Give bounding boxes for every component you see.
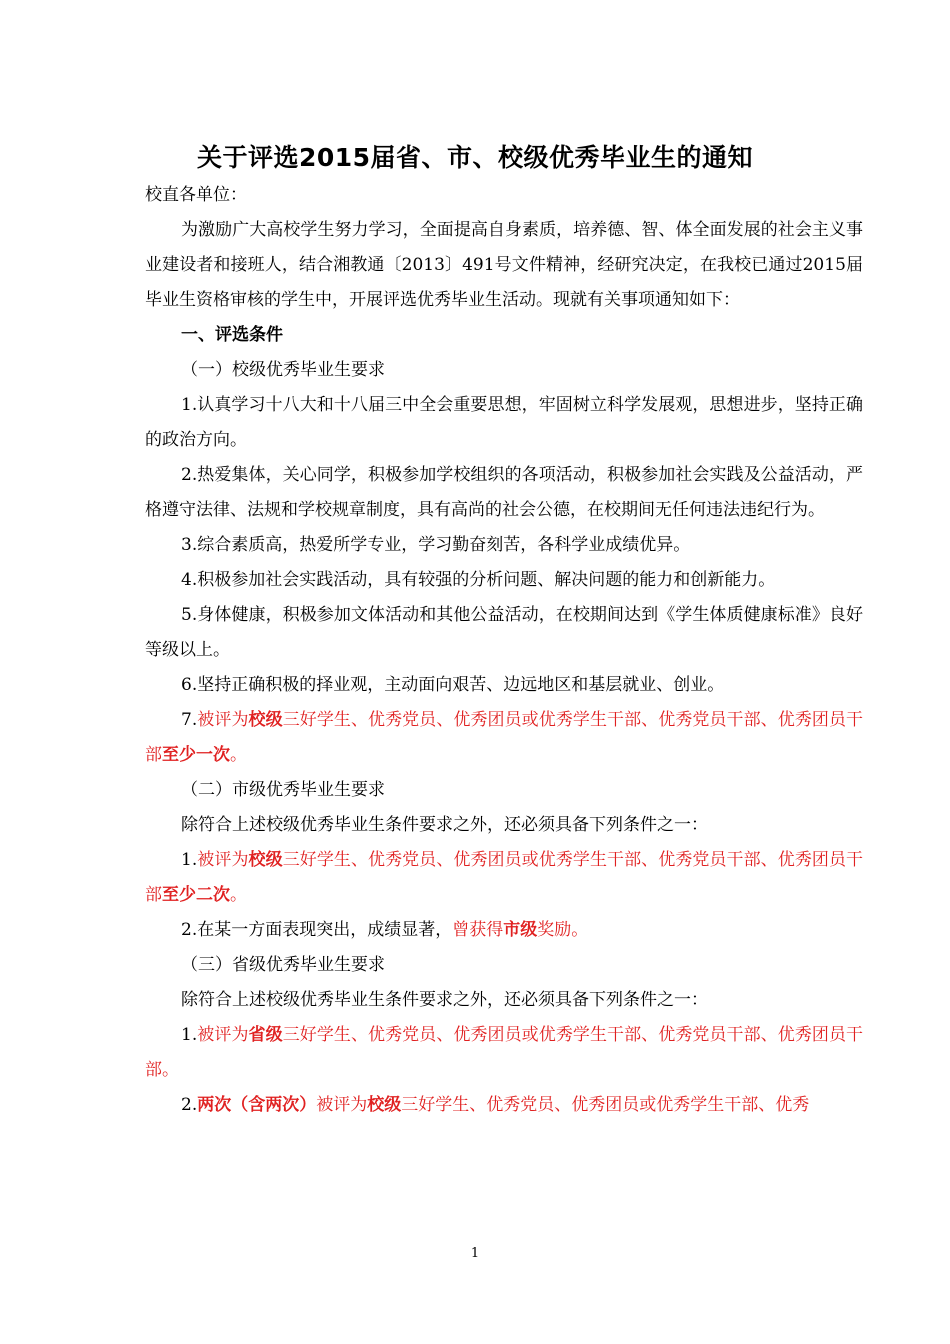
highlight-text: 。 [571, 920, 589, 940]
item-number: 7. [181, 710, 198, 730]
highlight-text: 。 [162, 1060, 179, 1080]
school-item-6: 6.坚持正确积极的择业观，主动面向艰苦、边远地区和基层就业、创业。 [181, 675, 725, 695]
item-number: 1. [181, 850, 198, 870]
item-number: 2. [181, 1095, 198, 1115]
highlight-text: 被评为 [316, 1095, 368, 1115]
item-number: 1. [181, 1025, 198, 1045]
highlight-bold-text: 省级 [248, 1025, 283, 1045]
section-heading-criteria: 一、评选条件 [181, 325, 283, 345]
highlight-text: 三好学生、优秀党员、优秀团员或优秀学生干部、优秀 [401, 1095, 810, 1115]
document-title: 关于评选2015届省、市、校级优秀毕业生的通知 [196, 143, 754, 172]
highlight-text: 。 [230, 745, 247, 765]
city-item-1 [145, 843, 863, 913]
province-item-1 [145, 1018, 863, 1088]
highlight-bold-text: 校级 [367, 1095, 402, 1115]
salutation: 校直各单位： [145, 185, 247, 205]
highlight-text: 。 [230, 885, 247, 905]
school-item-5: 5.身体健康，积极参加文体活动和其他公益活动，在校期间达到《学生体质健康标准》良好等级以上。 [145, 605, 863, 660]
intro-paragraph: 为激励广大高校学生努力学习，全面提高自身素质，培养德、智、体全面发展的社会主义事业建设者和接班人，结合湘教通〔2013〕491号文件精神，经研究决定，在我校已通过2015届毕业生资格审核的学生中，开展评选优秀毕业生活动。现就有关事项通知如下： [145, 220, 863, 310]
highlight-text: 三好学生、优秀党员、优秀团员或优秀学生干部、优秀党员干部、优秀团员干部 [145, 850, 864, 905]
highlight-bold-text: 校级 [248, 850, 283, 870]
page-number: 1 [470, 1246, 480, 1261]
subheading-province-level: （三）省级优秀毕业生要求 [181, 955, 385, 975]
highlight-text: 被评为 [197, 1025, 249, 1045]
city-lead: 除符合上述校级优秀毕业生条件要求之外，还必须具备下列条件之一： [181, 815, 708, 835]
plain-text: 2.在某一方面表现突出，成绩显著， [181, 920, 453, 940]
highlight-text: 被评为 [197, 710, 249, 730]
province-item-2 [145, 1088, 863, 1123]
highlight-bold-text: 校级 [248, 710, 283, 730]
highlight-text: 曾获得 [452, 920, 504, 940]
province-lead: 除符合上述校级优秀毕业生条件要求之外，还必须具备下列条件之一： [181, 990, 708, 1010]
subheading-school-level: （一）校级优秀毕业生要求 [181, 360, 385, 380]
highlight-text: 被评为 [197, 850, 249, 870]
school-item-3: 3.综合素质高，热爱所学专业，学习勤奋刻苦，各科学业成绩优异。 [181, 535, 691, 555]
highlight-bold-text: 两次（含两次） [197, 1095, 317, 1115]
highlight-text: 奖励 [537, 920, 572, 940]
city-item-2 [145, 913, 863, 948]
school-item-7 [145, 703, 863, 773]
highlight-bold-text: 至少一次 [162, 745, 230, 765]
highlight-text: 三好学生、优秀党员、优秀团员或优秀学生干部、优秀党员干部、优秀团员干部 [145, 710, 864, 765]
highlight-bold-text: 市级 [503, 920, 538, 940]
subheading-city-level: （二）市级优秀毕业生要求 [181, 780, 385, 800]
school-item-4: 4.积极参加社会实践活动，具有较强的分析问题、解决问题的能力和创新能力。 [181, 570, 776, 590]
highlight-bold-text: 至少二次 [162, 885, 230, 905]
school-item-1: 1.认真学习十八大和十八届三中全会重要思想，牢固树立科学发展观，思想进步，坚持正确的政治方向。 [145, 395, 863, 450]
highlight-text: 三好学生、优秀党员、优秀团员或优秀学生干部、优秀党员干部、优秀团员干部 [145, 1025, 864, 1080]
school-item-2: 2.热爱集体，关心同学，积极参加学校组织的各项活动，积极参加社会实践及公益活动，严格遵守法律、法规和学校规章制度，具有高尚的社会公德，在校期间无任何违法违纪行为。 [145, 465, 863, 520]
document-body [145, 178, 863, 1123]
